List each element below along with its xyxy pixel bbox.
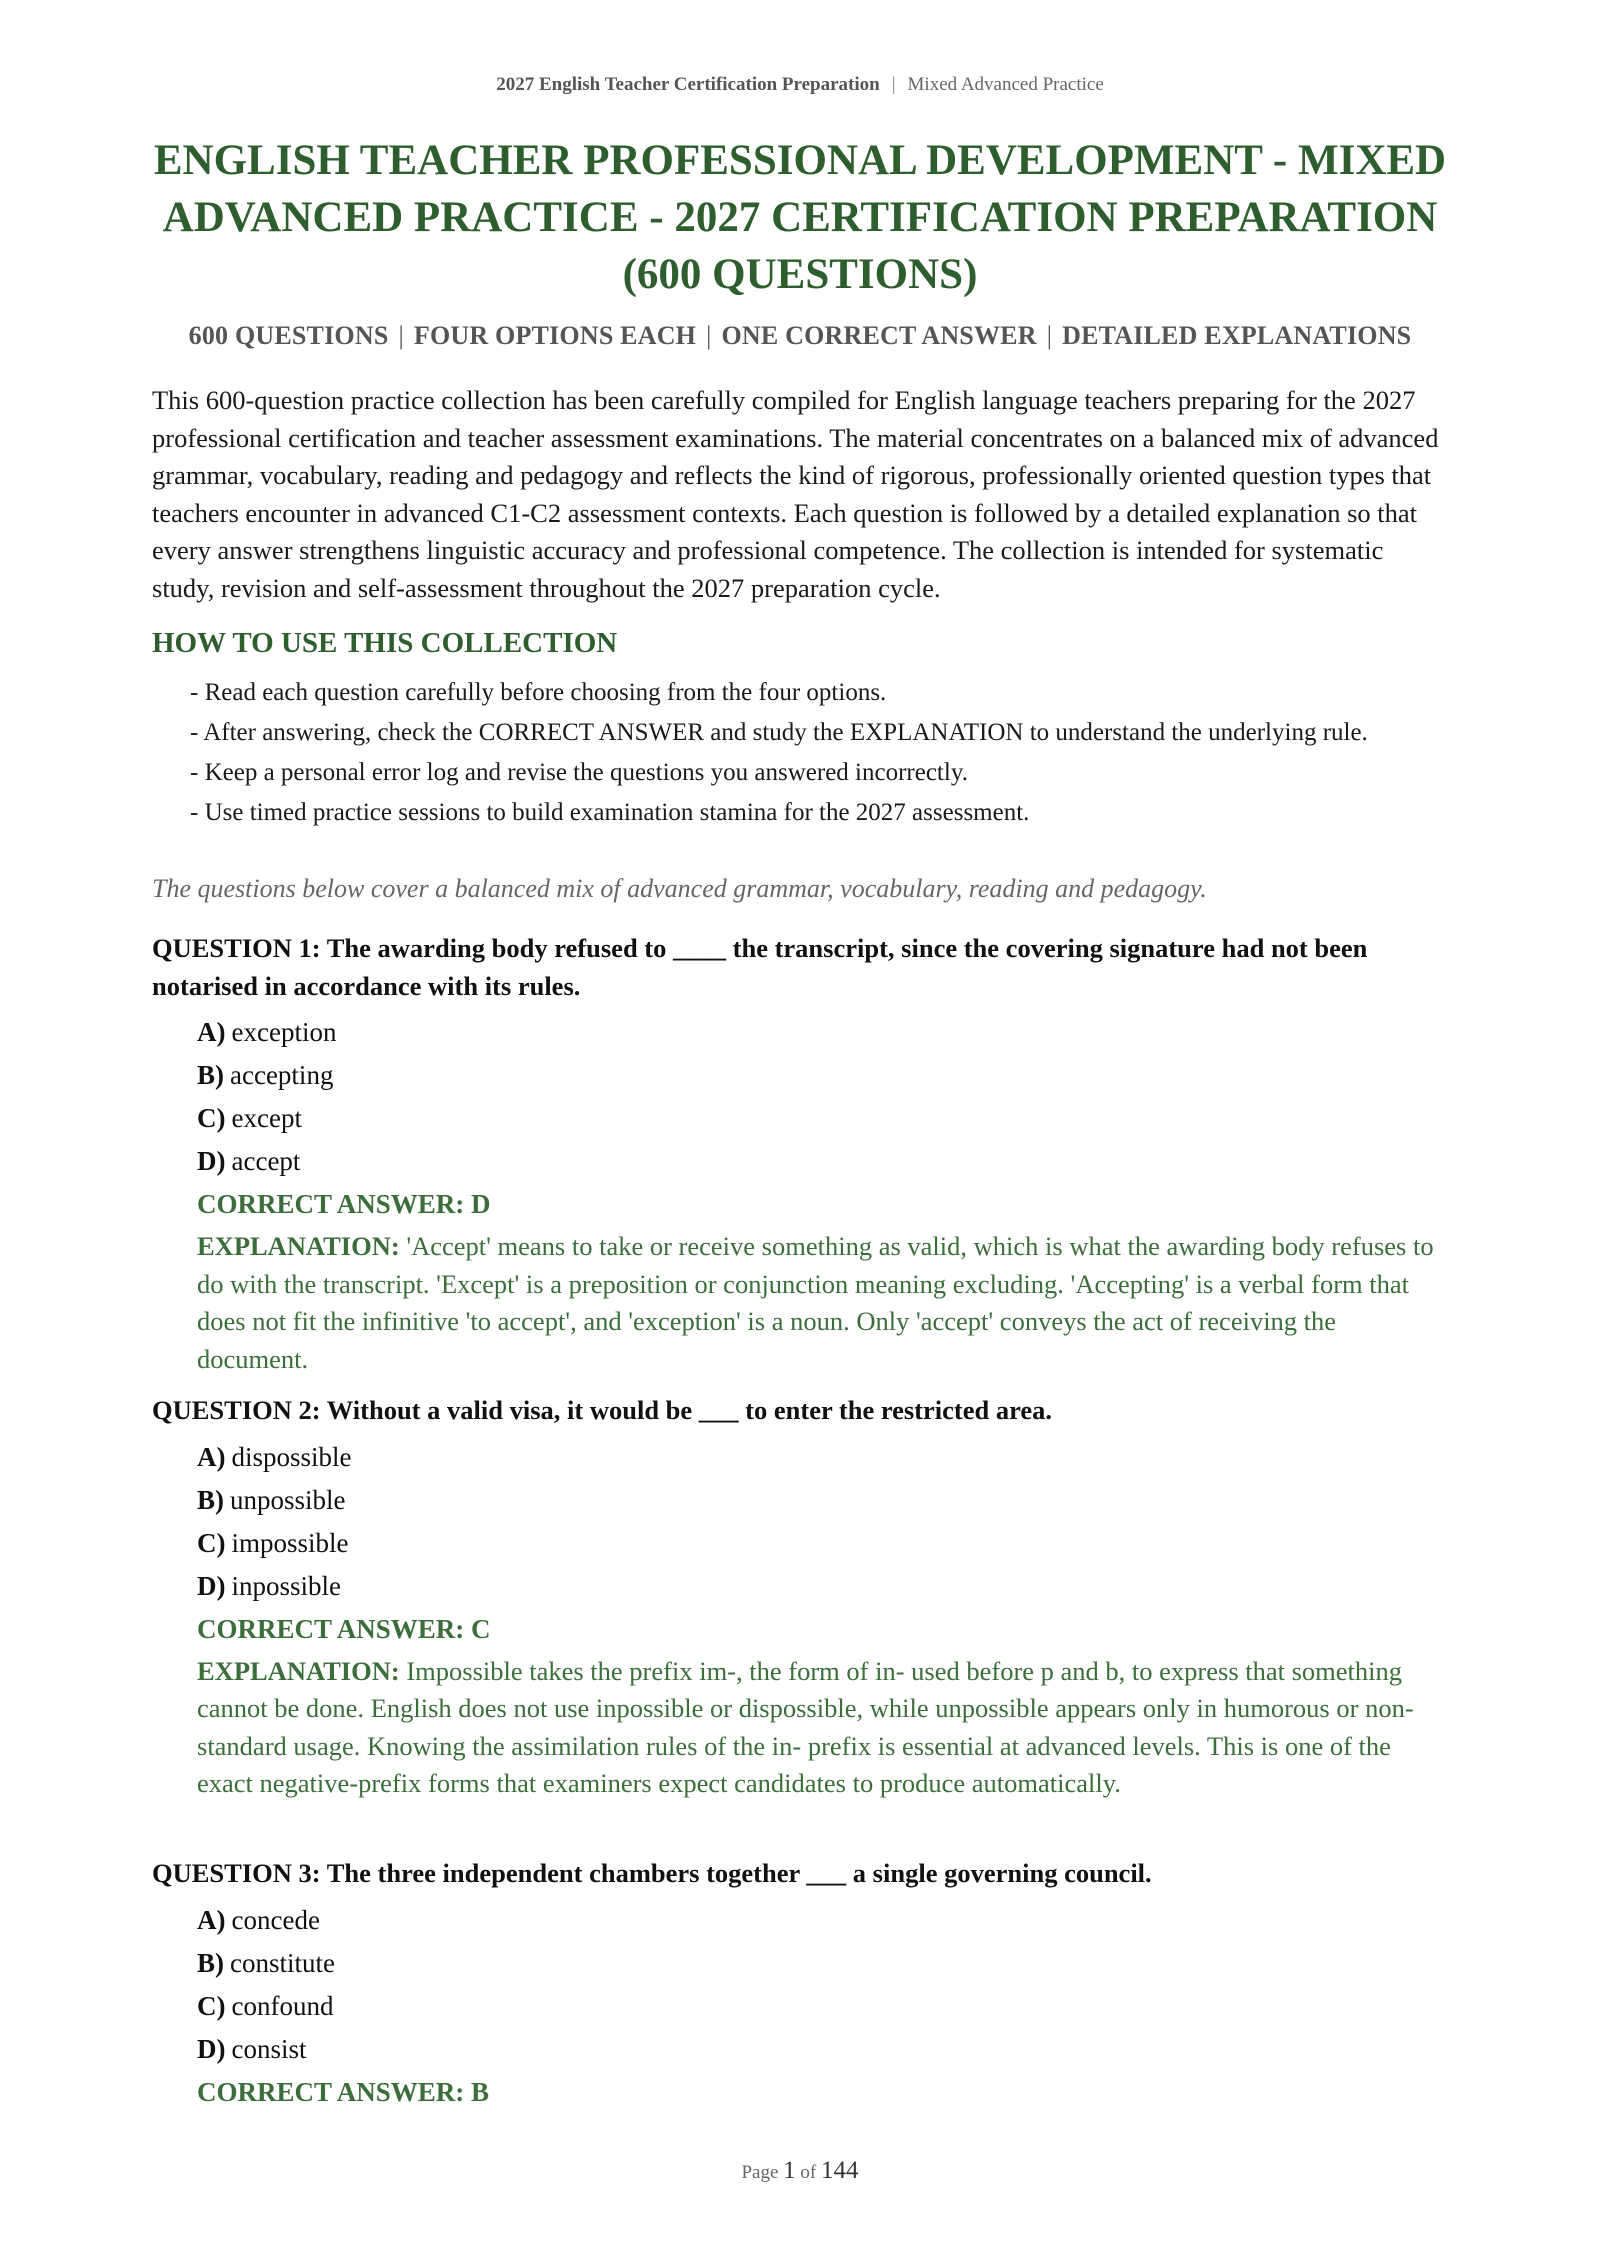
header-separator: |: [891, 74, 896, 95]
explanation-text: 'Accept' means to take or receive something as valid, which is what the awarding body refuses to do with the transcript. 'Except' is a preposition or conjunction meaning excluding. 'Accepting' is a verbal form that does not fit the infinitive 'to accept', and 'exception' is a noun. Only 'accept' conveys the act of receiving the document.: [197, 1231, 1434, 1374]
option-b: [197, 1942, 1452, 1985]
explanation: [197, 1653, 1452, 1803]
option-a: [197, 1436, 1452, 1479]
option-c: [197, 1097, 1452, 1140]
options-list: [197, 1011, 1452, 1183]
option-text: unpossible: [230, 1484, 346, 1515]
option-letter: C): [197, 1103, 226, 1133]
option-text: dispossible: [231, 1441, 352, 1472]
running-subtitle: Mixed Advanced Practice: [907, 74, 1104, 95]
option-b: [197, 1479, 1452, 1522]
option-letter: D): [197, 1570, 226, 1601]
explanation-label: EXPLANATION:: [197, 1231, 400, 1261]
total-pages: 144: [821, 2157, 859, 2184]
option-letter: C): [197, 1527, 226, 1558]
document-title: ENGLISH TEACHER PROFESSIONAL DEVELOPMENT - MIXED ADVANCED PRACTICE - 2027 CERTIFICATION PREPARATION (600 QUESTIONS): [153, 137, 1447, 298]
subtitle-item: 600 QUESTIONS: [188, 321, 389, 350]
option-letter: B): [197, 1484, 224, 1515]
list-item: - After answering, check the CORRECT ANSWER and study the EXPLANATION to understand the underlying rule.: [190, 719, 1368, 746]
option-text: accepting: [230, 1060, 334, 1090]
option-text: consist: [231, 2033, 307, 2064]
page-label: Page: [741, 2162, 779, 2183]
list-item: - Keep a personal error log and revise the questions you answered incorrectly.: [190, 759, 968, 786]
option-text: concede: [231, 1904, 320, 1935]
subtitle-separator: |: [398, 321, 404, 350]
subtitle-item: ONE CORRECT ANSWER: [721, 321, 1037, 350]
how-to-use-list: [190, 676, 1420, 836]
of-label: of: [800, 2162, 817, 2183]
option-b: [197, 1054, 1452, 1097]
option-letter: A): [197, 1017, 226, 1047]
option-text: confound: [231, 1990, 334, 2021]
option-letter: C): [197, 1990, 226, 2021]
page-footer: [0, 2157, 1600, 2185]
options-list: [197, 1899, 1452, 2071]
correct-answer: CORRECT ANSWER: B: [197, 2076, 490, 2107]
subtitle-item: FOUR OPTIONS EACH: [413, 321, 697, 350]
question-text: QUESTION 3: The three independent chambers together ___ a single governing council.: [152, 1858, 1152, 1888]
option-text: exception: [231, 1017, 337, 1047]
correct-answer: CORRECT ANSWER: D: [197, 1189, 491, 1219]
explanation-label: EXPLANATION:: [197, 1655, 400, 1686]
document-subtitle: [0, 321, 1600, 351]
option-text: except: [231, 1103, 302, 1133]
question-1: [152, 930, 1452, 1378]
list-item: - Read each question carefully before choosing from the four options.: [190, 679, 887, 706]
coverage-note: The questions below cover a balanced mix of advanced grammar, vocabulary, reading and pedagogy.: [152, 874, 1207, 903]
running-header: [0, 74, 1600, 96]
option-letter: B): [197, 1947, 224, 1978]
question-text: QUESTION 1: The awarding body refused to ____ the transcript, since the covering signature had not been notarised in accordance with its rules.: [152, 933, 1368, 1001]
option-letter: A): [197, 1441, 226, 1472]
correct-answer: CORRECT ANSWER: C: [197, 1613, 491, 1644]
question-3: [152, 1855, 1452, 2114]
option-d: [197, 2028, 1452, 2071]
explanation: [197, 1228, 1452, 1378]
running-title: 2027 English Teacher Certification Preparation: [496, 74, 880, 95]
subtitle-separator: |: [1046, 321, 1053, 350]
option-letter: D): [197, 1146, 226, 1176]
option-a: [197, 1011, 1452, 1054]
option-c: [197, 1985, 1452, 2028]
page-number: 1: [783, 2157, 796, 2184]
subtitle-separator: |: [706, 321, 712, 350]
question-text: QUESTION 2: Without a valid visa, it would be ___ to enter the restricted area.: [152, 1395, 1053, 1425]
option-d: [197, 1140, 1452, 1183]
option-letter: B): [197, 1060, 224, 1090]
explanation-text: Impossible takes the prefix im-, the form of in- used before p and b, to express that something cannot be done. English does not use inpossible or dispossible, while unpossible appears only in humorous or non-standard usage. Knowing the assimilation rules of the in- prefix is essential at advanced levels. This is one of the exact negative-prefix forms that examiners expect candidates to produce automatically.: [197, 1655, 1414, 1798]
option-a: [197, 1899, 1452, 1942]
options-list: [197, 1436, 1452, 1608]
subtitle-item: DETAILED EXPLANATIONS: [1062, 321, 1412, 350]
option-text: impossible: [231, 1527, 349, 1558]
list-item: - Use timed practice sessions to build examination stamina for the 2027 assessment.: [190, 799, 1030, 826]
option-c: [197, 1522, 1452, 1565]
option-text: accept: [231, 1146, 301, 1176]
intro-paragraph: This 600-question practice collection has been carefully compiled for English language teachers preparing for the 2027 professional certification and teacher assessment examinations. The material concentrates on a balanced mix of advanced grammar, vocabulary, reading and pedagogy and reflects the kind of rigorous, professionally oriented question types that teachers encounter in advanced C1-C2 assessment contexts. Each question is followed by a detailed explanation so that every answer strengthens linguistic accuracy and professional competence. The collection is intended for systematic study, revision and self-assessment throughout the 2027 preparation cycle.: [152, 385, 1439, 603]
question-2: [152, 1392, 1452, 1803]
option-letter: D): [197, 2033, 226, 2064]
option-letter: A): [197, 1904, 226, 1935]
option-text: constitute: [230, 1947, 335, 1978]
option-d: [197, 1565, 1452, 1608]
how-to-use-heading: HOW TO USE THIS COLLECTION: [152, 627, 618, 659]
option-text: inpossible: [231, 1570, 342, 1601]
